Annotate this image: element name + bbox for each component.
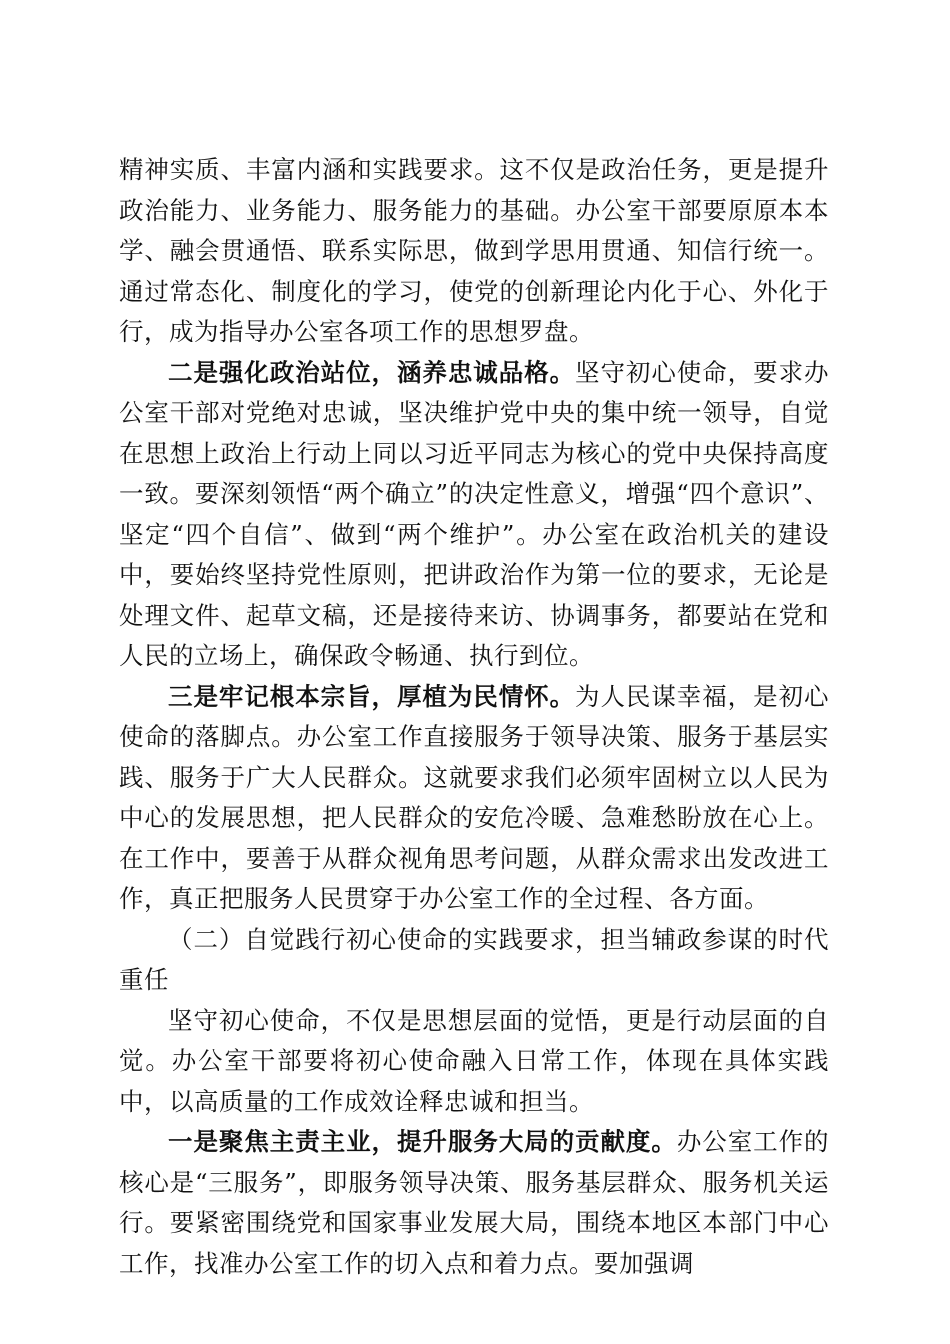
paragraph-text: 坚守初心使命，不仅是思想层面的觉悟，更是行动层面的自觉。办公室干部要将初心使命融入日常工作，体现在具体实践中，以高质量的工作成效诠释忠诚和担当。 bbox=[119, 1005, 829, 1116]
document-page bbox=[119, 150, 829, 1284]
body-paragraph bbox=[119, 1001, 829, 1123]
paragraph-text: 为人民谋幸福，是初心使命的落脚点。办公室工作直接服务于领导决策、服务于基层实践、服务于广大人民群众。这就要求我们必须牢固树立以人民为中心的发展思想，把人民群众的安危冷暖、急难愁盼放在心上。在工作中，要善于从群众视角思考问题，从群众需求出发改进工作，真正把服务人民贯穿于办公室工作的全过程、各方面。 bbox=[119, 681, 830, 913]
body-paragraph bbox=[119, 677, 829, 920]
body-paragraph bbox=[119, 353, 829, 677]
paragraph-text: 精神实质、丰富内涵和实践要求。这不仅是政治任务，更是提升政治能力、业务能力、服务能力的基础。办公室干部要原原本本学、融会贯通悟、联系实际思，做到学思用贯通、知信行统一。通过常态化、制度化的学习，使党的创新理论内化于心、外化于行，成为指导办公室各项工作的思想罗盘。 bbox=[119, 155, 829, 346]
paragraph-lead: 一是聚焦主责主业，提升服务大局的贡献度。 bbox=[168, 1127, 677, 1156]
section-heading bbox=[119, 920, 829, 1001]
paragraph-lead: 二是强化政治站位，涵养忠诚品格。 bbox=[168, 357, 576, 387]
section-heading-text: （二）自觉践行初心使命的实践要求，担当辅政参谋的时代重任 bbox=[119, 924, 829, 994]
paragraph-lead: 三是牢记根本宗旨，厚植为民情怀。 bbox=[168, 681, 576, 711]
body-paragraph bbox=[119, 1122, 829, 1284]
paragraph-text: 办公室工作的核心是“三服务”，即服务领导决策、服务基层群众、服务机关运行。要紧密围绕党和国家事业发展大局，围绕本地区本部门中心工作，找准办公室工作的切入点和着力点。要加强调 bbox=[119, 1127, 830, 1278]
body-paragraph bbox=[119, 150, 829, 353]
paragraph-text: 坚守初心使命，要求办公室干部对党绝对忠诚，坚决维护党中央的集中统一领导，自觉在思想上政治上行动上同以习近平同志为核心的党中央保持高度一致。要深刻领悟“两个确立”的决定性意义，增强“四个意识”、坚定“四个自信”、做到“两个维护”。办公室在政治机关的建设中，要始终坚持党性原则，把讲政治作为第一位的要求，无论是处理文件、起草文稿，还是接待来访、协调事务，都要站在党和人民的立场上，确保政令畅通、执行到位。 bbox=[119, 357, 830, 670]
